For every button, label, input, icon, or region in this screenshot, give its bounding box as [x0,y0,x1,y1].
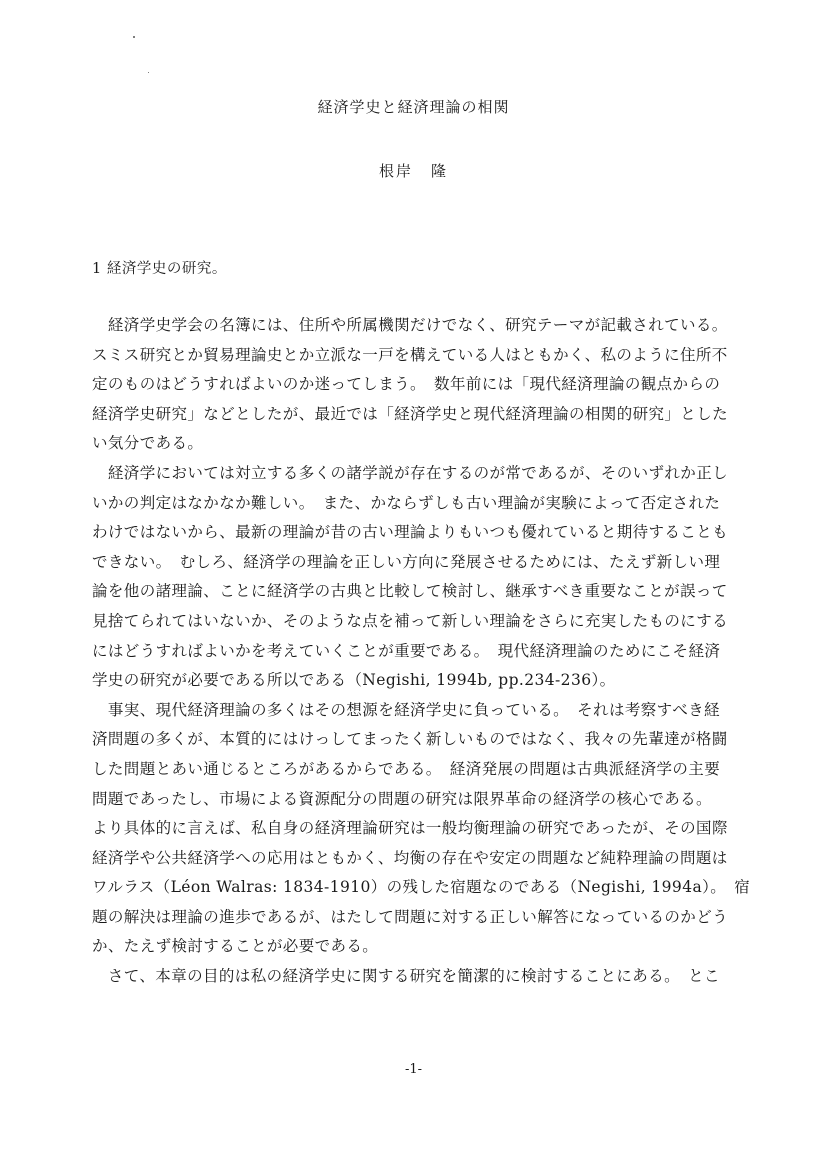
body-line: 事実、現代経済理論の多くはその想源を経済学史に負っている。 それは考察すべき経 [92,700,720,719]
body-line: か、たえず検討することが必要である。 [92,937,379,956]
body-line: 問題であったし、市場による資源配分の問題の研究は限界革命の経済学の核心である。 [92,789,712,808]
body-line: できない。 むしろ、経済学の理論を正しい方向に発展させるためには、たえず新しい理 [92,552,721,571]
body-line: より具体的に言えば、私自身の経済理論研究は一般均衡理論の研究であったが、その国際 [92,819,728,838]
body-line: 見捨てられてはいないか、そのような点を補って新しい理論をさらに充実したものにする [92,611,729,630]
body-text [92,311,764,992]
body-line: ワルラス（Léon Walras: 1834-1910）の残した宿題なのである（Negishi, 1994a）。 宿 [92,878,751,897]
body-line: わけではないから、最新の理論が昔の古い理論よりもいつも優れていると期待することも [92,523,729,542]
body-line: にはどうすればよいかを考えていくことが重要である。 現代経済理論のためにこそ経済 [92,641,721,660]
document-title: 経済学史と経済理論の相関 [317,98,510,116]
body-line: 経済学や公共経済学への応用はともかく、均衡の存在や安定の問題など純粋理論の問題は [92,848,728,867]
body-line: 済問題の多くが、本質的にはけっしてまったく新しいものではなく、我々の先輩達が格闘 [92,730,728,749]
section-heading: 1 経済学史の研究。 [92,261,227,277]
author-name [0,160,827,181]
body-line: 定のものはどうすればよいのか迷ってしまう。 数年前には「現代経済理論の観点からの [92,375,721,394]
page-number: -1- [404,1062,423,1077]
body-line: スミス研究とか貿易理論史とか立派な一戸を構えている人はともかく、私のように住所不 [92,345,728,364]
body-line: さて、本章の目的は私の経済学史に関する研究を簡潔的に検討することにある。 とこ [92,967,720,986]
body-line: した問題とあい通じるところがあるからである。 経済発展の問題は古典派経済学の主要 [92,759,721,778]
body-line: 論を他の諸理論、ことに経済学の古典と比較して検討し、継承すべき重要なことが誤って [92,582,728,601]
body-line: 経済学においては対立する多くの諸学説が存在するのが常であるが、そのいずれか正し [92,463,729,482]
body-line: 経済学史学会の名簿には、住所や所属機関だけでなく、研究テーマが記載されている。 [92,316,728,334]
body-line: い気分である。 [92,434,204,453]
scan-speck-top [133,36,135,38]
author-given-name: 隆 [431,162,449,180]
body-line: 題の解決は理論の進歩であるが、はたして問題に対する正しい解答になっているのかどう [92,907,729,926]
scan-speck-mid [148,72,149,73]
body-line: 学史の研究が必要である所以である（Negishi, 1994b, pp.234-236）。 [92,671,616,690]
author-family-name: 根岸 [378,162,413,180]
body-line: 経済学史研究」などとしたが、最近では「経済学史と現代経済理論の相関的研究」とした [92,404,729,423]
body-line: いかの判定はなかなか難しい。 また、かならずしも古い理論が実験によって否定された [92,493,721,512]
